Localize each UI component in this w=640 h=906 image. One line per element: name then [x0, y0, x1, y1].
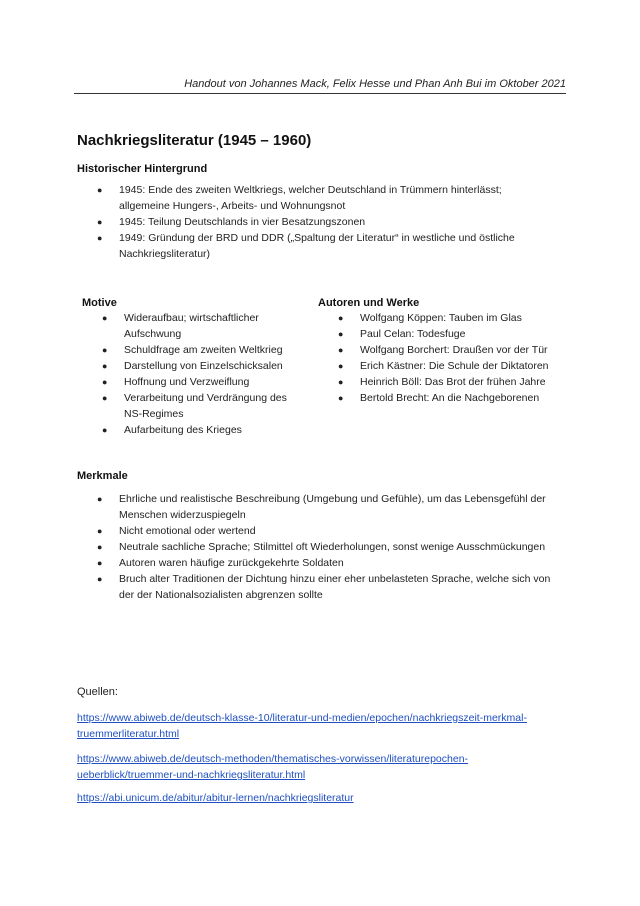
- list-item: ● 1945: Teilung Deutschlands in vier Besatzungszonen: [97, 216, 366, 228]
- bullet-icon: ●: [97, 185, 103, 195]
- bullet-icon: ●: [97, 558, 103, 568]
- bullet-icon: ●: [97, 217, 103, 227]
- bullet-icon: ●: [338, 393, 344, 403]
- bullet-icon: ●: [102, 393, 108, 403]
- bullet-icon: ●: [102, 345, 108, 355]
- bullet-icon: ●: [102, 377, 108, 387]
- list-item: ● Wideraufbau; wirtschaftlicher Aufschwung: [102, 312, 259, 340]
- page-header: Handout von Johannes Mack, Felix Hesse und Phan Anh Bui im Oktober 2021: [184, 78, 566, 90]
- bullet-icon: ●: [102, 313, 108, 323]
- list-item: ● Nicht emotional oder wertend: [97, 525, 256, 537]
- heading-autoren-und-werke: Autoren und Werke: [318, 297, 420, 309]
- list-item: ● Verarbeitung und Verdrängung des NS-Regimes: [102, 392, 287, 420]
- list-item: ● Bertold Brecht: An die Nachgeborenen: [338, 392, 540, 404]
- bullet-icon: ●: [97, 494, 103, 504]
- source-link-2[interactable]: https://www.abiweb.de/deutsch-methoden/thematisches-vorwissen/literaturepochen-ueberblick/truemmer-und-nachkriegsliteratur.html: [77, 753, 469, 781]
- bullet-icon: ●: [97, 574, 103, 584]
- heading-historischer-hintergrund: Historischer Hintergrund: [77, 163, 208, 175]
- list-item: ● Darstellung von Einzelschicksalen: [102, 360, 283, 372]
- list-item: ● Bruch alter Traditionen der Dichtung hinzu einer eher unbelasteten Sprache, welche sich von der der Nationalsozialisten abgrenzen sollte: [97, 573, 551, 601]
- list-item: ● 1945: Ende des zweiten Weltkriegs, welcher Deutschland in Trümmern hinterlässt; allgemeine Hungers-, Arbeits- und Wohnungsnot: [97, 184, 502, 212]
- list-item: ● Autoren waren häufige zurückgekehrte Soldaten: [97, 557, 344, 569]
- list-item: ● Wolfgang Borchert: Draußen vor der Tür: [338, 344, 548, 356]
- bullet-icon: ●: [338, 377, 344, 387]
- bullet-icon: ●: [97, 526, 103, 536]
- list-item: ● Neutrale sachliche Sprache; Stilmittel oft Wiederholungen, sonst wenige Ausschmückungen: [97, 541, 546, 553]
- list-item: ● Ehrliche und realistische Beschreibung (Umgebung und Gefühle), um das Lebensgefühl der Menschen widerzuspiegeln: [97, 493, 546, 521]
- bullet-icon: ●: [97, 542, 103, 552]
- list-item: ● Wolfgang Köppen: Tauben im Glas: [338, 312, 522, 324]
- list-item: ● Paul Celan: Todesfuge: [338, 328, 466, 340]
- list-item: ● Erich Kästner: Die Schule der Diktatoren: [338, 360, 549, 372]
- bullet-icon: ●: [338, 361, 344, 371]
- list-item: ● 1949: Gründung der BRD und DDR („Spaltung der Literatur“ in westliche und östliche Nachkriegsliteratur): [97, 232, 515, 260]
- source-link-1[interactable]: https://www.abiweb.de/deutsch-klasse-10/literatur-und-medien/epochen/nachkriegszeit-merkmal-truemmerliteratur.html: [77, 712, 527, 740]
- list-item: ● Hoffnung und Verzweiflung: [102, 376, 250, 388]
- bullet-icon: ●: [338, 345, 344, 355]
- heading-motive: Motive: [82, 297, 117, 309]
- list-item: ● Schuldfrage am zweiten Weltkrieg: [102, 344, 283, 356]
- page-title: Nachkriegsliteratur (1945 – 1960): [77, 132, 312, 149]
- list-historischer-hintergrund: [97, 182, 537, 262]
- list-motive: [102, 310, 302, 438]
- bullet-icon: ●: [338, 329, 344, 339]
- heading-merkmale: Merkmale: [77, 470, 128, 482]
- list-item: ● Heinrich Böll: Das Brot der frühen Jahre: [338, 376, 546, 388]
- sources-label: Quellen:: [77, 686, 118, 698]
- bullet-icon: ●: [338, 313, 344, 323]
- list-autoren-und-werke: [338, 310, 578, 406]
- bullet-icon: ●: [102, 425, 108, 435]
- source-link-3[interactable]: https://abi.unicum.de/abitur/abitur-lernen/nachkriegsliteratur: [77, 792, 354, 804]
- bullet-icon: ●: [102, 361, 108, 371]
- header-rule: [74, 93, 566, 94]
- list-item: ● Aufarbeitung des Krieges: [102, 424, 242, 436]
- list-merkmale: [97, 491, 565, 603]
- bullet-icon: ●: [97, 233, 103, 243]
